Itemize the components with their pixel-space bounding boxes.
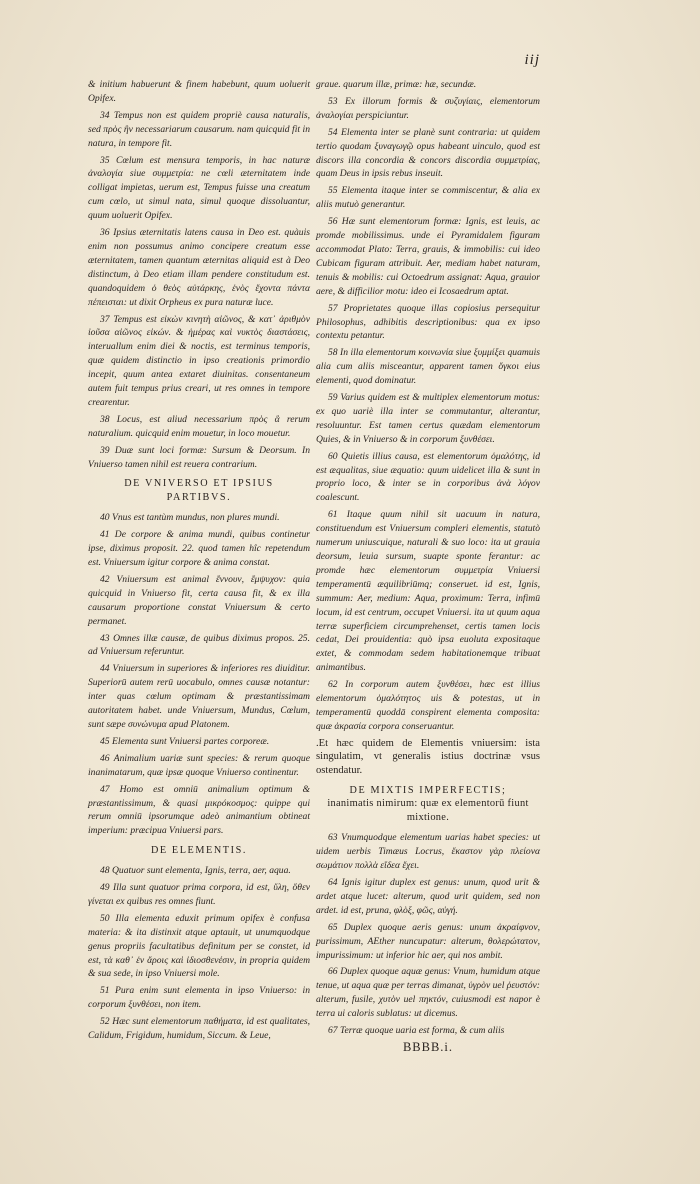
paragraph: 59 Varius quidem est & multiplex elementorum motus: ex quo uariè illa inter se commutantur, alterantur, resoluuntur. Est tamen certus quædam elementorum Quies, & in Vniuerso & in corporum ξυνθέσει. — [316, 392, 540, 445]
heading-line: DE VNIVERSO ET IPSIUS — [124, 478, 274, 490]
paragraph: graue. quarum illæ, primæ: hæ, secundæ. — [316, 79, 477, 90]
paragraph: 57 Proprietates quoque illas copiosius persequitur Philosophus, adhibitis descriptionibus: qua ex ipso contextu petantur. — [316, 302, 540, 342]
paragraph: 45 Elementa sunt Vniuersi partes corporeæ. — [100, 735, 270, 747]
paragraph: 67 Terræ quoque uaria est forma, & cum aliis — [328, 1025, 505, 1037]
paragraph: 52 Hæc sunt elementorum παθήματα, id est qualitates, Calidum, Frigidum, humidum, Siccum. & Leue, — [88, 1016, 310, 1042]
roman-summary-line: .Et hæc quidem de Elementis vniuersim: ista singulatim, vt generalis istius doctrinæ vsus ostendatur. — [316, 737, 540, 776]
paragraph: 66 Duplex quoque aquæ genus: Vnum, humidum atque tenue, ut aqua quæ per terras dimanat, ὑγρὸν uel ῥευστόν: alterum, fusile, χυτὸν uel πηκτόν, cuiusmodi est napor è terra ui caloris sublatus: ut dicemus. — [316, 966, 540, 1020]
section-heading-elementis — [88, 844, 310, 858]
paragraph: 54 Elementa inter se planè sunt contraria: ut quidem tertio quodam ξυναγωγῷ opus habeant uinculo, quod est discors illa concordia & concors discordia συμμετρίας, quam Deus in ipsis rebus inseuit. — [316, 126, 540, 180]
heading-line: PARTIBVS. — [166, 492, 232, 504]
paragraph: 51 Pura enim sunt elementa in ipso Vniuerso: in corporum ξυνθέσει, non item. — [88, 985, 310, 1011]
paragraph: 53 Ex illorum formis & συζυγίαις, elementorum ἀναλογίαι perspiciuntur. — [316, 95, 540, 121]
paragraph: 39 Duæ sunt loci formæ: Sursum & Deorsum. In Vniuerso tamen nihil est reuera contrarium. — [88, 444, 310, 470]
heading-subline: inanimatis nimirum: quæ ex elementorū fiunt mixtione. — [327, 798, 529, 824]
signature-mark: BBBB.i. — [402, 1039, 454, 1054]
heading-line: DE MIXTIS IMPERFECTIS; — [349, 784, 507, 796]
paragraph: 50 Illa elementa eduxit primum opifex è confusa materia: & ita distinxit atque aptauit, ut unumquodque genus propriis facultatibus definitum per se constet, id est, τὰ καθ᾽ ἑν ἄροις καὶ ἰδιοσθενέσιν, in propria quidem & sua sede, in ipso Vniuersi mole. — [88, 912, 310, 980]
right-text-column — [316, 78, 540, 1055]
page-folio-number: iij — [524, 52, 540, 68]
paragraph: 55 Elementa itaque inter se commiscentur, & alia ex aliis mutuò generantur. — [316, 185, 540, 211]
paragraph: 56 Hæ sunt elementorum formæ: Ignis, est leuis, ac promde mobilissimus. unde ei Pyramidalem figuram accommodat Plato: Terra, grauis, & immobilis: cui ideo Cubicam figuram attribuit. Aer, mediam habet naturam, tenuis & mobilis: cui Octoedrum assignat: Aqua, grauior aere, & difficilior motu: ideo ei Icosaedrum aptat. — [316, 216, 540, 297]
paragraph: 36 Ipsius æternitatis latens causa in Deo est. quàuis enim non possumus animo concipere creatum esse æternitatem, tamen quantum æternitas aliquid est à Deo distinctum, à Deo etiam illam pendere constitudum est. quandoquidem ὁ θεὸς αὐτάρκης, ἑνὸς ἔχοντα πάντα πέπεισται: ut dixit Orpheus ex pura naturæ luce. — [88, 227, 310, 308]
paragraph: 35 Cœlum est mensura temporis, in hac naturæ ἀναλογία siue συμμετρία: ne cœli æternitatem inde colligat impietas, uerum est, Tempus fuisse una creatum cum cœlo, ut simul nata, simul quoque dissoluantur, quum uoluerit Opifex. — [88, 154, 310, 222]
left-text-column — [88, 78, 310, 1046]
paragraph: 47 Homo est omniū animalium optimum & præstantissimum, & quasi μικρόκοσμος: quippe qui rerum omniū ipsorumque adeò animantium obtineat imperium: præcipua Vniuersi pars. — [88, 783, 310, 837]
paragraph: 38 Locus, est aliud necessarium πρὸς ἃ rerum naturalium. quicquid enim mouetur, in loco mouetur. — [88, 413, 310, 439]
section-heading-universo — [88, 477, 310, 505]
paragraph: 65 Duplex quoque aeris genus: unum ἀκραίφνον, purissimum, AEther nuncupatur: alterum, θολερώτατον, impurissimum: ut inferior hic aer, qui nos ambit. — [316, 921, 540, 961]
paragraph: 62 In corporum autem ξυνθέσει, hæc est illius elementorum ὁμαλότητος uis & potestas, ut in temperamentū quoddā conspirent elementa composita: quæ ἀκρασία corpora conseruantur. — [316, 679, 540, 732]
paragraph: 41 De corpore & anima mundi, quibus continetur ipse, diximus proposit. 22. quod tamen hîc repetendum est. Vniuersum igitur corpore & anima constat. — [88, 529, 310, 568]
paragraph: & initium habuerunt & finem habebunt, quum uoluerit Opifex. — [88, 79, 310, 104]
paragraph: 44 Vniuersum in superiores & inferiores res diuiditur. Superiorū autem rerū uocabulo, omnes causæ notantur: inter quas cœlum optimam & præstantissimam autoritatem habet. unde Vniuersum, Mundus, Cœlum, sunt sæpe συνώνυμα apud Platonem. — [88, 663, 310, 730]
paragraph: 63 Vnumquodque elementum uarias habet species: ut uidem uerbis Timæus Locrus, ἕκαστον γὰρ πλείονα σωμάτιον πολλὰ εἴδεα ἔχει. — [316, 832, 540, 872]
paragraph: 49 Illa sunt quatuor prima corpora, id est, ὕλη, ὅθεν γίνεται ex quibus res omnes fiunt. — [88, 882, 310, 907]
paragraph: 34 Tempus non est quidem propriè causa naturalis, sed πρὸς ἣν necessariarum causarum. nam quicquid fit in natura, in tempore fit. — [88, 109, 310, 149]
paragraph: 58 In illa elementorum κοινωνία siue ξυμμίξει quamuis alia cum aliis misceantur, apparent tamen ὄγκοι eius elementi, quod dominatur. — [316, 347, 540, 387]
paragraph: 42 Vniuersum est animal ἔννουν, ἔμψυχον: quia quicquid in Vniuerso fit, certa causa fit, & ex illa causarum proportione constat Vniuersum & certo permanet. — [88, 573, 310, 627]
heading-line: DE ELEMENTIS. — [150, 845, 248, 857]
paragraph: 60 Quietis illius causa, est elementorum ὁμαλότης, id est æqualitas, siue æquatio: quum uidelicet illa & sunt in proprio loco, & inter se in corporibus ἀνὰ λόγον coalescunt. — [316, 450, 540, 504]
paragraph: 43 Omnes illæ causæ, de quibus diximus propos. 25. ad Vniuersum referuntur. — [88, 632, 310, 658]
paragraph: 40 Vnus est tantùm mundus, non plures mundi. — [100, 512, 280, 524]
section-heading-mixtis — [316, 784, 540, 826]
paragraph: 64 Ignis igitur duplex est genus: unum, quod urit & ardet atque lucet: alterum, quod urit quidem, sed non ardet. id est, pruna, φλὸξ, φῶς, αὐγή. — [316, 877, 540, 916]
paragraph: 37 Tempus est εἰκὼν κινητὴ αἰῶνος, & κατ᾽ ἀριθμὸν ἰοῦσα αἰῶνος εἰκών. & ἡμέρας καὶ νυκτὸς διαστάσεις, interuallum enim diei & noctis, est terminus temporis, quæ quidem distinctio in ipso creationis primordio incepit, quum antea extaret diuinitas. consentaneum autem fuit tempus prius creari, ut res omnes in tempore crearentur. — [88, 313, 310, 408]
paragraph: 61 Itaque quum nihil sit uacuum in natura, constituendum est Vniuersum compleri elementis, statutò numerum uniuscuique, naturali & suo loco: ita ut grauia deorsum, leuia sursum, suapte sponte ferantur: ac promde hæc elementorum συμμετρία Vniuersi temperamentū æquilibriūmq; conseruet. id est, Ignis, summum: Aer, medium: Aqua, proximum: Terra, infimū locum, id est centrum, occupet Vniuersi. ita ut quum aqua terræ superficiem circumprehenset, certis tamen locis cedat, Dei prouidentia: quò ipsa euoluta expositaque extet, & commodam sedem habitationemque tribuat animantibus. — [316, 509, 540, 674]
paragraph: 46 Animalium uariæ sunt species: & rerum quoque inanimatarum, quæ ipsæ quoque Vniuerso continentur. — [88, 752, 310, 778]
paragraph: 48 Quatuor sunt elementa, Ignis, terra, aer, aqua. — [100, 865, 291, 877]
